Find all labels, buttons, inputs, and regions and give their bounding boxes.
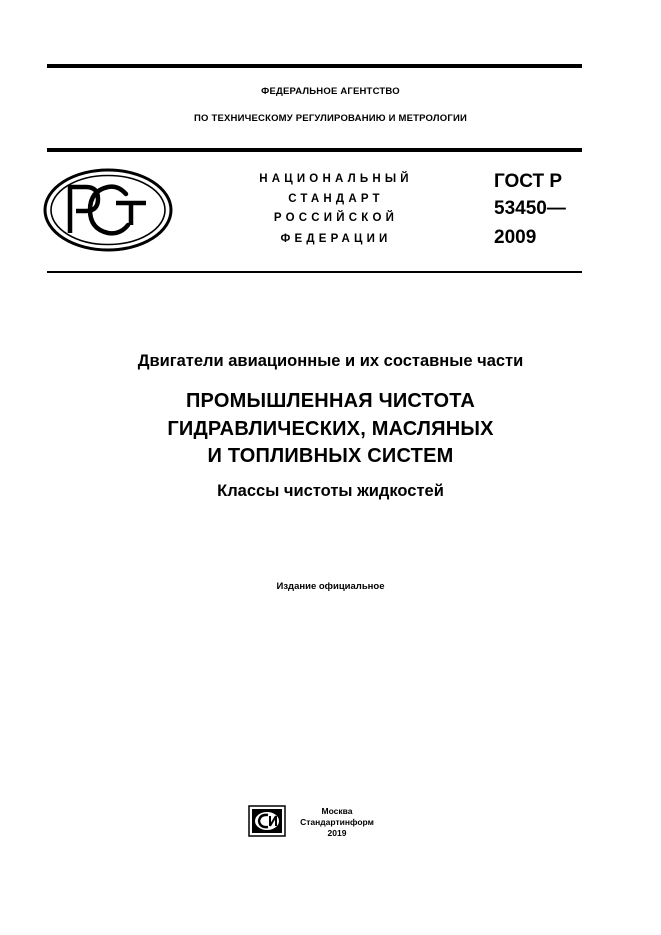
publisher-name: Стандартинформ	[300, 817, 374, 827]
standard-code-line-2: 53450—	[494, 198, 566, 219]
standard-type-line-3: РОССИЙСКОЙ	[273, 212, 399, 224]
standard-code-line-3: 2009	[494, 227, 537, 248]
standard-type-line-4: ФЕДЕРАЦИИ	[280, 233, 392, 245]
classes-title: Классы чистоты жидкостей	[217, 482, 444, 500]
main-title-line-3: И ТОПЛИВНЫХ СИСТЕМ	[207, 445, 454, 467]
standard-type-line-2: СТАНДАРТ	[288, 193, 384, 205]
header-bottom-rule	[47, 271, 582, 273]
rst-certification-mark-icon	[42, 167, 174, 253]
standartinform-logo-icon	[248, 805, 286, 837]
agency-line-1: ФЕДЕРАЛЬНОЕ АГЕНТСТВО	[261, 86, 400, 97]
header-rule	[47, 148, 582, 152]
main-title-line-2: ГИДРАВЛИЧЕСКИХ, МАСЛЯНЫХ	[167, 418, 494, 440]
standard-type-line-1: НАЦИОНАЛЬНЫЙ	[259, 173, 413, 185]
document-subtitle: Двигатели авиационные и их составные части	[137, 352, 524, 370]
top-rule	[47, 64, 582, 68]
publisher-year: 2019	[327, 828, 347, 838]
agency-line-2: ПО ТЕХНИЧЕСКОМУ РЕГУЛИРОВАНИЮ И МЕТРОЛОГИИ	[194, 113, 467, 124]
edition-label: Издание официальное	[276, 581, 385, 592]
standard-code-line-1: ГОСТ Р	[494, 171, 563, 192]
publisher-city: Москва	[321, 806, 353, 816]
main-title-line-1: ПРОМЫШЛЕННАЯ ЧИСТОТА	[185, 390, 476, 412]
